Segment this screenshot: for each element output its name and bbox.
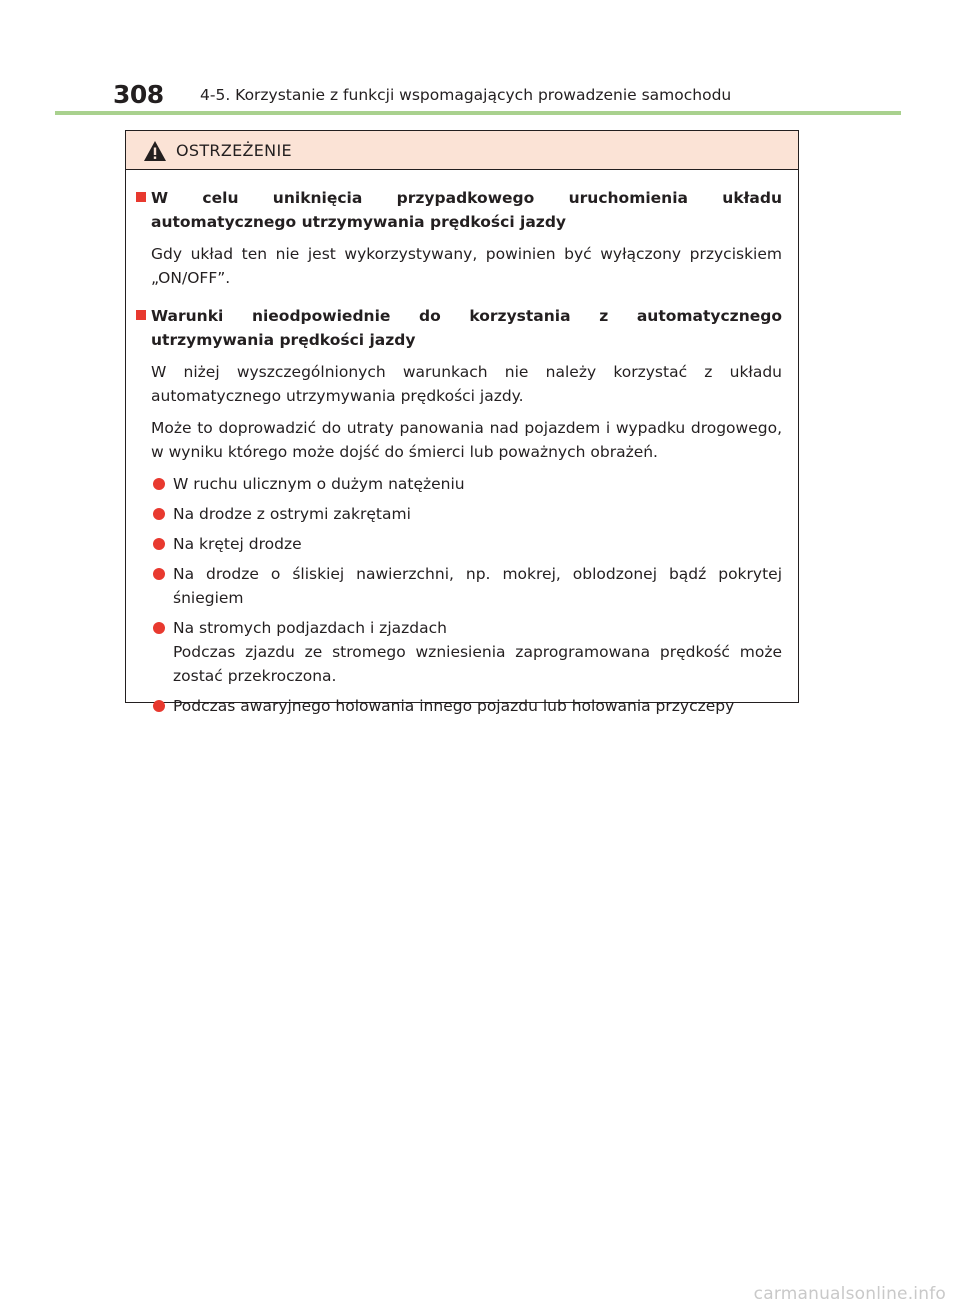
warning-triangle-icon	[143, 140, 167, 162]
red-dot-bullet-icon	[153, 622, 165, 634]
red-dot-bullet-icon	[153, 568, 165, 580]
red-dot-bullet-icon	[153, 538, 165, 550]
item-paragraph: Gdy układ ten nie jest wykorzystywany, powinien być wyłączony przyciskiem „ON/OFF”.	[151, 245, 782, 287]
list-item	[151, 532, 782, 556]
condition-list	[151, 472, 782, 718]
list-item	[151, 502, 782, 526]
list-item	[151, 616, 782, 688]
page-header	[0, 0, 960, 116]
list-item-text: Na drodze o śliskiej nawierzchni, np. mokrej, oblodzonej bądź pokrytej śniegiem	[173, 565, 782, 607]
list-item-text: Na krętej drodze	[173, 535, 302, 553]
red-square-marker-icon	[136, 310, 146, 320]
list-item-text: Na stromych podjazdach i zjazdach	[173, 619, 447, 637]
list-item-text: Podczas awaryjnego holowania innego pojazdu lub holowania przyczepy	[173, 697, 735, 715]
header-rule	[55, 111, 901, 115]
red-square-marker-icon	[136, 192, 146, 202]
item-paragraph: W niżej wyszczególnionych warunkach nie należy korzystać z układu automatycznego utrzymywania prędkości jazdy.	[151, 363, 782, 405]
item-paragraph: Może to doprowadzić do utraty panowania nad pojazdem i wypadku drogowego, w wyniku którego może dojść do śmierci lub poważnych obrażeń.	[151, 419, 782, 461]
item-heading: Warunki nieodpowiednie do korzystania z automatycznego utrzymywania prędkości jazdy	[151, 307, 782, 349]
page-number: 308	[113, 80, 164, 109]
warning-header	[126, 131, 798, 170]
item-heading: W celu uniknięcia przypadkowego uruchomienia układu automatycznego utrzymywania prędkości jazdy	[151, 189, 782, 231]
warning-title: OSTRZEŻENIE	[176, 141, 292, 160]
list-item	[151, 472, 782, 496]
list-item-text: W ruchu ulicznym o dużym natężeniu	[173, 475, 465, 493]
warning-body	[126, 170, 798, 718]
red-dot-bullet-icon	[153, 508, 165, 520]
section-title: 4-5. Korzystanie z funkcji wspomagających prowadzenie samochodu	[200, 86, 732, 104]
red-dot-bullet-icon	[153, 478, 165, 490]
site-watermark: carmanualsonline.info	[753, 1284, 946, 1304]
warning-box	[125, 130, 799, 715]
warning-item-accidental-activation	[136, 186, 782, 290]
red-dot-bullet-icon	[153, 700, 165, 712]
list-item-subtext: Podczas zjazdu ze stromego wzniesienia zaprogramowana prędkość może zostać przekroczona.	[173, 643, 782, 685]
list-item-text: Na drodze z ostrymi zakrętami	[173, 505, 411, 523]
list-item	[151, 562, 782, 610]
warning-item-unsuitable-conditions	[136, 304, 782, 718]
list-item	[151, 694, 782, 718]
